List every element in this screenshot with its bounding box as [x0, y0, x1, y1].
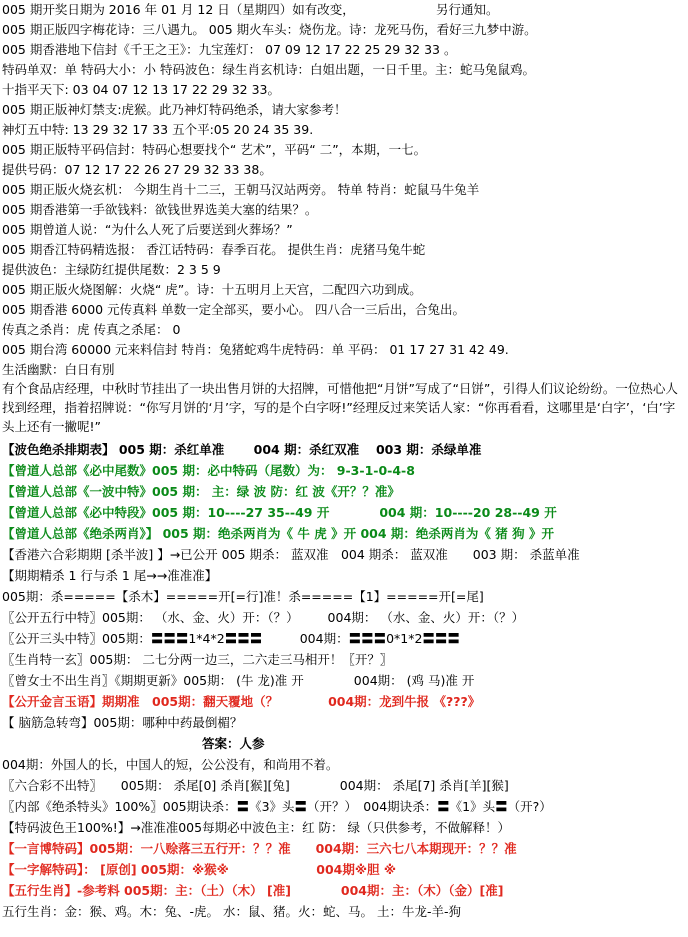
- tema-line: 【特码波色王100%!】→准准准005每期必中波色主：红 防： 绿（只供参考，不做解释！）: [2, 820, 511, 835]
- naojin-line: 【 脑筋急转弯】005期：哪种中药最倒楣？: [2, 715, 243, 730]
- jingsha-line: 【期期精杀 1 行与杀 1 尾→→准准准】: [2, 568, 218, 583]
- wuxing-line: 〖公开五行中特〗005期： （水、金、火）开：（？） 004期： （水、金、火）开：（？）: [2, 610, 525, 625]
- liuhe-line: 〖六合彩不出特〗 005期： 杀尾[0] 杀肖[猴][兔] 004期： 杀尾[7] 杀肖[羊][猴]: [2, 778, 509, 793]
- text-line: 005 期正版火烧图解：火烧“ 虎”。诗：十五明月上天宫，二配四六功到成。: [2, 282, 422, 297]
- yizi-line: 【一字解特码】： [原创] 005期：※猴※ 004期※胆 ※: [2, 862, 397, 877]
- text-line: 特码单双：单 特码大小：小 特码波色：绿生肖玄机诗：白姐出题，一日千里。主：蛇马兔鼠鸡。: [2, 62, 535, 77]
- text-line: 提供号码：07 12 17 22 26 27 29 32 33 38。: [2, 162, 272, 177]
- zengnvshi-line: 〖曾女士不出生肖〗《期期更新》005期： (牛 龙)准 开 004期： (鸡 马)准 开: [2, 673, 475, 688]
- wuxingshengxiao-line: 【五行生肖】-参考料 005期：主：（土）（木） [准] 004期：主：（木）（金）[准]: [2, 883, 504, 898]
- text-line: 005 期台湾 60000 元来料信封 特肖：兔猪蛇鸡牛虎特码：单 平码： 01 17 27 31 42 49.: [2, 342, 509, 357]
- line-004: 004期：外国人的长，中国人的短，公公没有，和尚用不着。: [2, 757, 339, 772]
- weishu-line: 【曾道人总部《必中尾数》005 期：必中特码（尾数）为： 9-3-1-0-4-8: [2, 463, 415, 478]
- text-line: 005 期正版火烧玄机： 今期生肖十二三，王朝马汉站两旁。 特单 特肖：蛇鼠马牛兔羊: [2, 182, 480, 197]
- text-line: 005 期香港第一手欲钱料：欲钱世界选美大塞的结果？。: [2, 202, 318, 217]
- text-line: 005 期正版特平码信封：特码心想要找个“ 艺术”，平码“ 二”，本期，一七。: [2, 142, 427, 157]
- text-line: 十指平天下: 03 04 07 12 13 17 22 29 32 33。: [2, 82, 281, 97]
- text-line: 005 期开奖日期为 2016 年 01 月 12 日（星期四）如有改变， 另行通知。: [2, 2, 499, 17]
- text-line: 提供波色：主绿防红提供尾数：2 3 5 9: [2, 262, 221, 277]
- text-line: 传真之杀肖：虎 传真之杀尾： 0: [2, 322, 181, 337]
- shengxiao-line: 〖生肖特一玄〗005期： 二七分两一边三，二六走三马相开！〖开？〗: [2, 652, 393, 667]
- santou-line: 〖公开三头中特〗005期：〓〓〓1*4*2〓〓〓 004期：〓〓〓0*1*2〓〓〓: [2, 631, 460, 646]
- text-line: 005 期香港 6000 元传真料 单数一定全部买，要小心。 四八合一三后出，合兔出。: [2, 302, 466, 317]
- text-line: 神灯五中特: 13 29 32 17 33 五个平:05 20 24 35 39.: [2, 122, 314, 137]
- last-line: 五行生肖：金：猴、鸡。木：兔、-虎。 水：鼠、猪。火：蛇、马。 土：牛龙-羊-狗: [2, 904, 461, 919]
- jinyan-line: 【公开金言玉语】期期准 005期：翻天覆地（？ 004期：龙到牛报 《???》: [2, 694, 481, 709]
- banbo-line: 【香港六合彩期期 [杀半波] 】→已公开 005 期杀： 蓝双准 004 期杀： 蓝双准 003 期： 杀蓝单准: [2, 547, 580, 562]
- text-line: 生活幽默：白日有別: [2, 362, 115, 377]
- text-line: 005 期正版四字梅花诗：三八遇九。 005 期火车头：烧伤龙。诗：龙死马伤，看好三九梦中游。: [2, 22, 537, 37]
- yiyan-line: 【一言博特码】005期：一八赊落三五行开：？？准 004期：三六七八本期现开：？？准: [2, 841, 517, 856]
- text-line: 005 期香港地下信封《千王之王》：九宝莲灯： 07 09 12 17 22 25 29 32 33 。: [2, 42, 457, 57]
- yibo-line: 【曾道人总部《一波中特》005 期： 主：绿 波 防：红 波《开？？准》: [2, 484, 400, 499]
- teduan-line: 【曾道人总部《必中特段》005 期：10----27 35--49 开 004 期：10----20 28--49 开: [2, 505, 557, 520]
- joke-paragraph: 有个食品店经理，中秋时节挂出了一块出售月饼的大招牌，可惜他把“月饼”写成了“日饼”，引得人们议论纷纷。一位热心人找到经理，指着招牌说：“你写月饼的‘月’字，写的是个白字呀!”经理反过来笑话人家：“你再看看，这哪里是‘白字’，‘白’字头上还有一撇呢!”: [2, 381, 678, 434]
- sha005-line: 005期：杀=====【杀木】=====开[=行]准！杀=====【1】=====开[=尾]: [2, 589, 484, 604]
- neibu-line: 〖内部《绝杀特头》100%〗005期诀杀：〓《3》头〓（开？） 004期诀杀：〓《1》头〓（开?）: [2, 799, 552, 814]
- liangxiao-line: 【曾道人总部《绝杀两肖》】 005 期：绝杀两肖为《 牛 虎 》开 004 期：绝杀两肖为《 猪 狗 》开: [2, 526, 554, 541]
- text-line: 005 期香江特码精选报： 香江话特码：春季百花。 提供生肖：虎猪马兔牛蛇: [2, 242, 426, 257]
- text-line: 005 期正版神灯禁支:虎猴。此乃神灯特码绝杀，请大家参考！: [2, 102, 347, 117]
- bose-line: 【波色绝杀排期表】 005 期：杀红单准 004 期：杀红双准 003 期：杀绿单准: [2, 442, 482, 457]
- text-line: 005 期曾道人说：“为什么人死了后要送到火葬场？”: [2, 222, 293, 237]
- daan-line: 答案：人参: [202, 736, 265, 751]
